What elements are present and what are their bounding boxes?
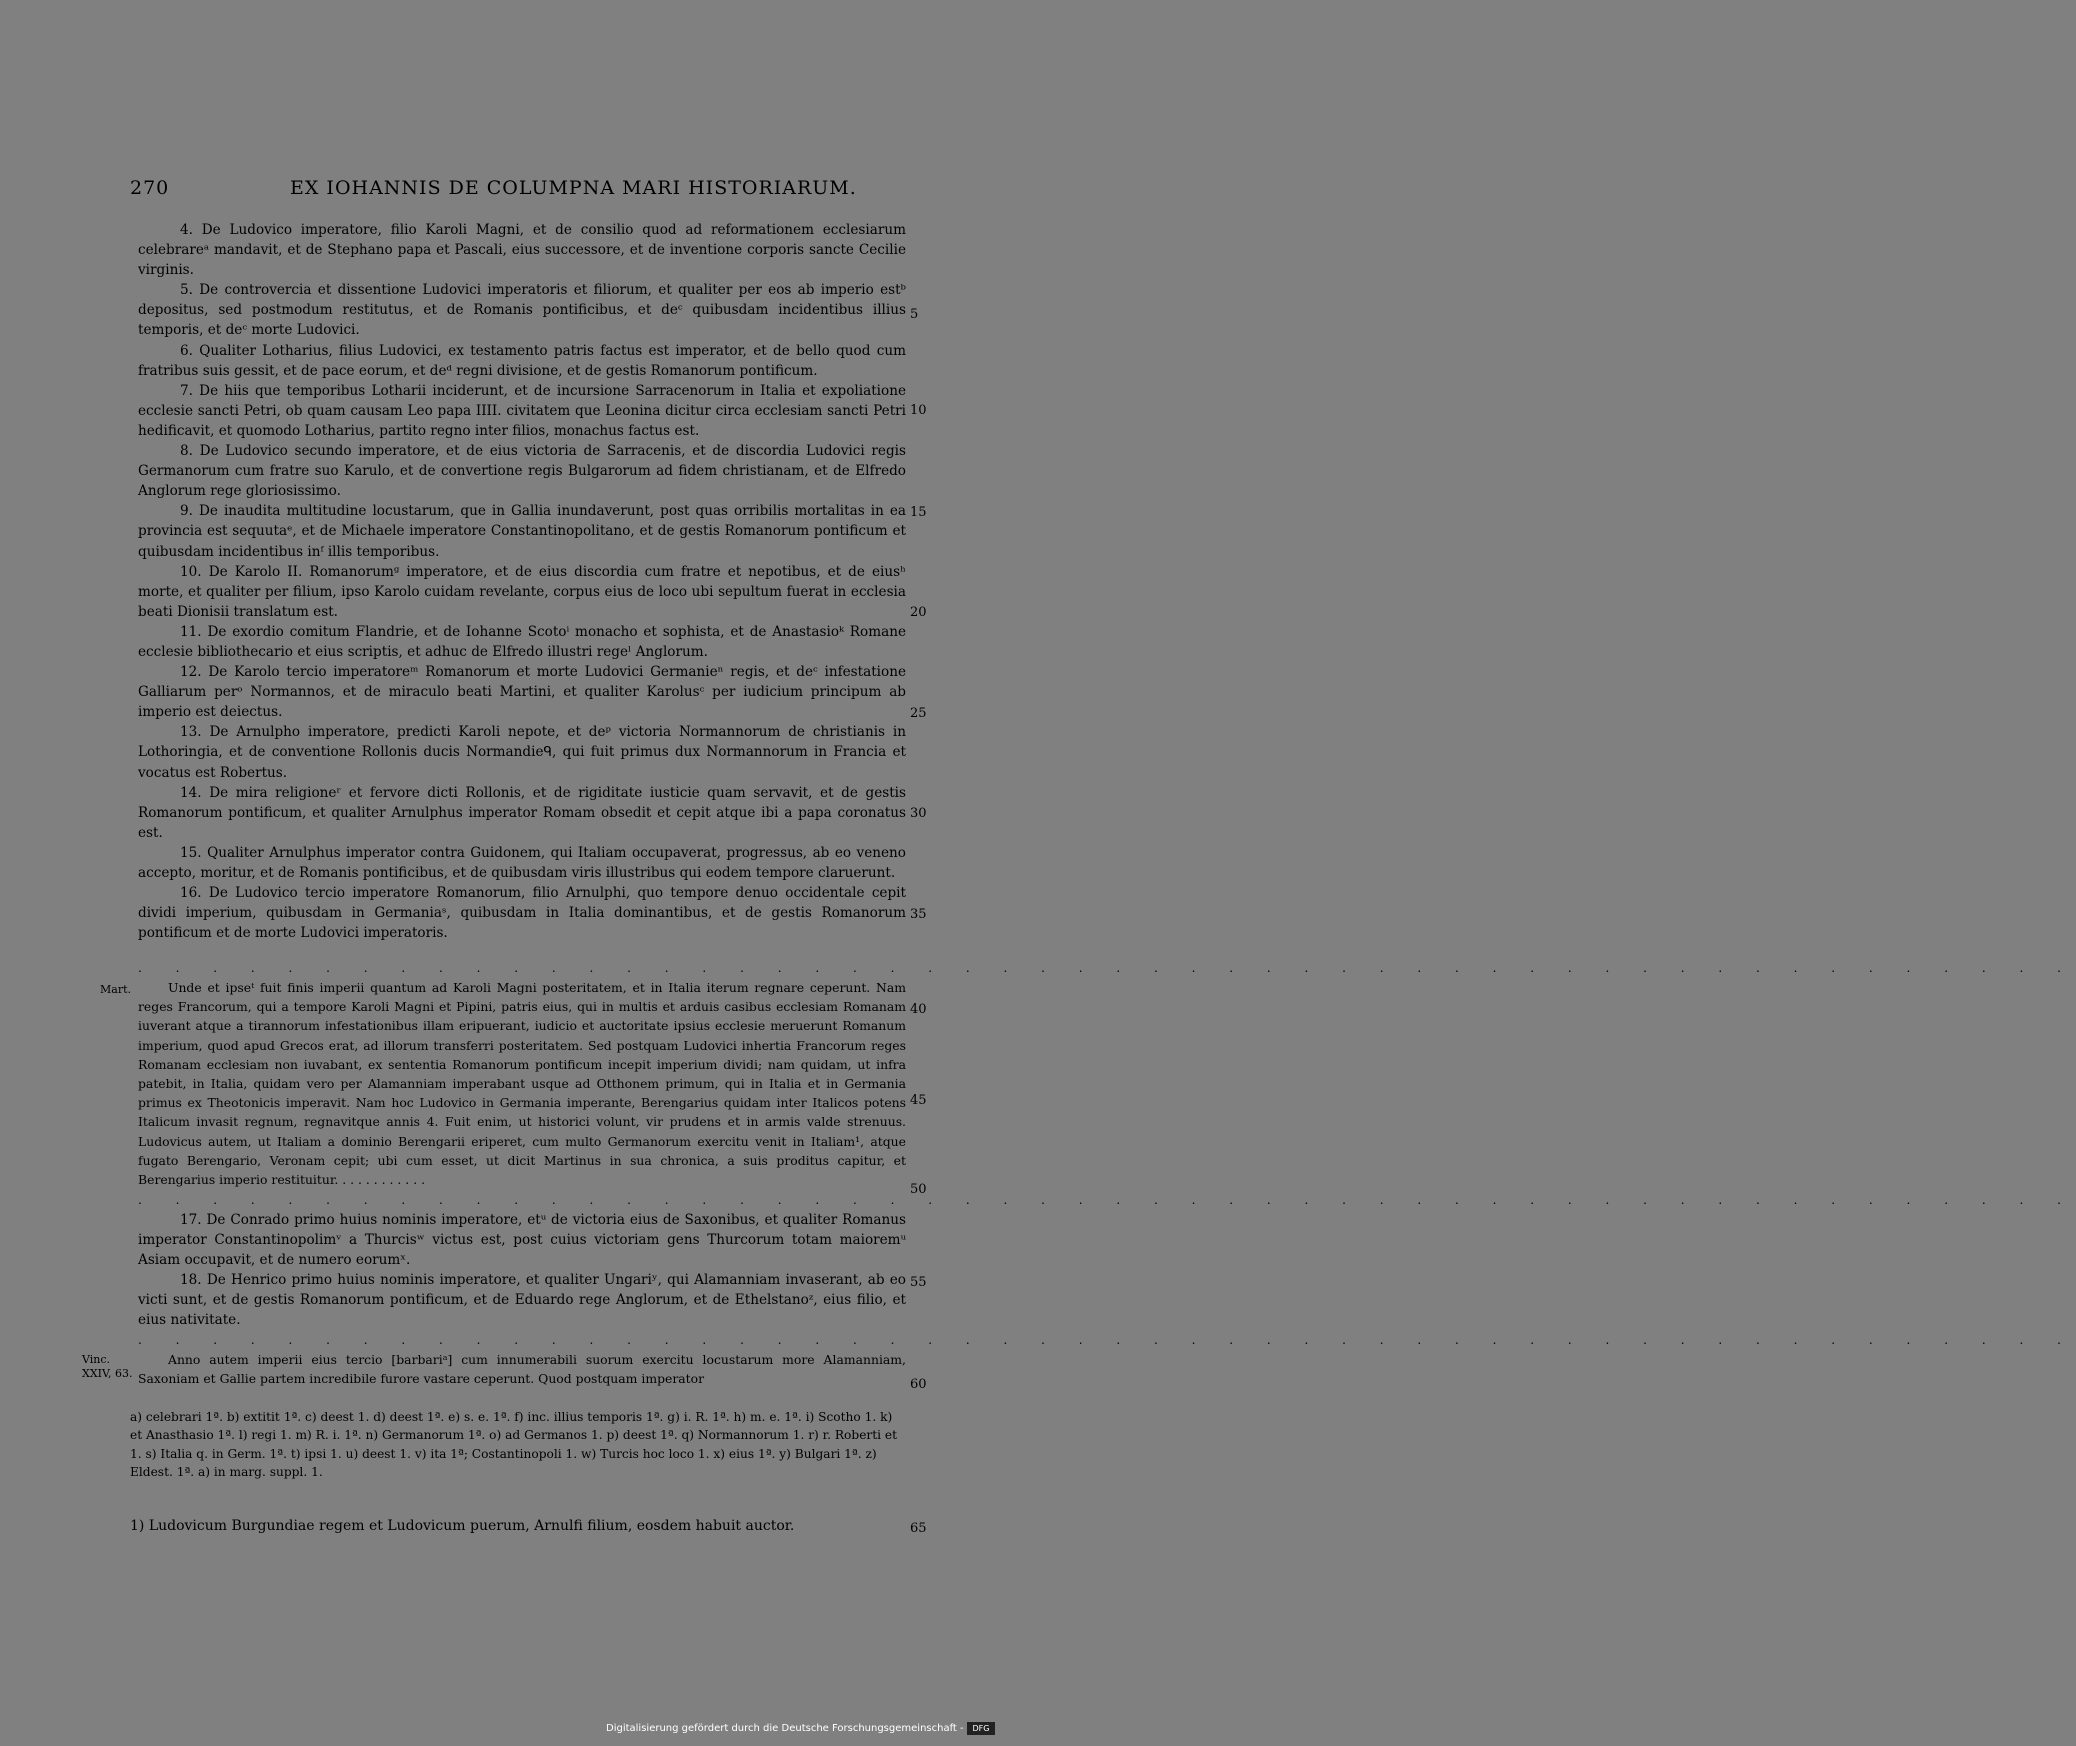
line-number: 60 (910, 1377, 927, 1392)
line-number: 25 (910, 706, 927, 721)
line-number: 5 (910, 307, 919, 322)
quote-text: Unde et ipseᵗ fuit finis imperii quantum ad Karoli Magni posteritatem, et in Italia iterum regnare ceperunt. Nam reges Francorum, qui a tempore Karoli Magni et Pipini, patris eius, qui in multis et arduis casibus ecclesiam Romanam iuverant atque a tirannorum infestationibus illam eripuerant, iudicio et auctoritate ipsius ecclesie meruerunt Romanum imperium, quod apud Grecos erat, ad illorum transferri posteritatem. Sed postquam Ludovici inhertia Francorum reges Romanam ecclesiam non iuvabant, ex sententia Romanorum pontificum incepit imperium dividi; nam quidam, ut infra patebit, in Italia, quidam vero per Alamanniam imperabant usque ad Otthonem primum, qui in Italia et in Germania primus ex Theotonicis imperavit. Nam hoc Ludovico in Germania imperante, Berengarius quidam inter Italicos potens Italicum invasit regnum, regnavitque annis 4. Fuit enim, ut historici volunt, vir prudens et in armis valde strenuus. Ludovicus autem, ut Italiam a dominio Berengarii eriperet, cum multo Germanorum exercitu venit in Italiam¹, atque fugato Berengario, Veronam cepit; ubi cum esset, ut dicit Martinus in sua chronica, a suis proditus capitur, et Berengarius imperio restituitur. . . . . . . . . . . . (138, 980, 906, 1188)
chapter-5: 5. De controvercia et dissentione Ludovici imperatoris et filiorum, et qualiter per eos ab imperio estᵇ depositus, sed postmodum restitutus, et de Romanis pontificibus, et deᶜ quibusdam incidentibus illius temporis, et deᶜ morte Ludovici. (138, 282, 906, 339)
line-number: 10 (910, 403, 927, 418)
chapter-7: 7. De hiis que temporibus Lotharii inciderunt, et de incursione Sarracenorum in Italia et expoliatione ecclesie sancti Petri, ob quam causam Leo papa IIII. civitatem que Leonina dicitur circa ecclesiam sancti Petri hedificavit, et quomodo Lotharius, partito regno inter filios, monachus factus est. (138, 382, 906, 439)
line-number: 35 (910, 907, 927, 922)
chapter-12: 12. De Karolo tercio imperatoreᵐ Romanorum et morte Ludovici Germanieⁿ regis, et deᶜ infestatione Galliarum perᵒ Normannos, et de miraculo beati Martini, et qualiter Karolusᶜ per iudicium principum ab imperio est deiectus. (138, 664, 906, 721)
margin-source: Vinc. XXIV, 63. (82, 1353, 133, 1380)
line-number: 50 (910, 1182, 927, 1197)
chapter-list-continued (138, 1210, 906, 1331)
chapter-14: 14. De mira religioneʳ et fervore dicti Rollonis, et de rigiditate iusticie quam servavit, et de gestis Romanorum pontificum, et qualiter Arnulphus imperator Romam obsedit et cepit atque ibi a papa coronatus est. (138, 784, 906, 841)
page-number: 270 (130, 177, 170, 199)
line-number: 40 (910, 1002, 927, 1017)
line-number: 30 (910, 806, 927, 821)
quoted-passage (138, 1350, 906, 1388)
line-number: 55 (910, 1275, 927, 1290)
line-number: 65 (910, 1521, 927, 1536)
chapter-6: 6. Qualiter Lotharius, filius Ludovici, ex testamento patris factus est imperator, et de bello quod cum fratribus suis gessit, et de pace eorum, et deᵈ regni divisione, et de gestis Romanorum pontificum. (138, 342, 906, 379)
line-number: 45 (910, 1093, 927, 1108)
quote-text: Anno autem imperii eius tercio [barbariᵃ] cum innumerabili suorum exercitu locustarum more Alamanniam, Saxoniam et Gallie partem incredibile furore vastare ceperunt. Quod postquam imperator (138, 1352, 906, 1387)
variant-apparatus: a) celebrari 1ª. b) extitit 1ª. c) deest 1. d) deest 1ª. e) s. e. 1ª. f) inc. illius temporis 1ª. g) i. R. 1ª. h) m. e. 1ª. i) Scotho 1. k) et Anasthasio 1ª. l) regi 1. m) R. i. 1ª. n) Germanorum 1ª. o) ad Germanos 1. p) deest 1ª. q) Normannorum 1. r) r. Roberti et 1. s) Italia q. in Germ. 1ª. t) ipsi 1. u) deest 1. v) ita 1ª; Costantinopoli 1. w) Turcis hoc loco 1. x) eius 1ª. y) Bulgari 1ª. z) Eldest. 1ª. a) in marg. suppl. 1. (130, 1410, 898, 1480)
margin-source: Mart. (100, 983, 131, 996)
line-number: 15 (910, 505, 927, 520)
chapter-13: 13. De Arnulpho imperatore, predicti Karoli nepote, et deᵖ victoria Normannorum de christianis in Lothoringia, et de conventione Rollonis ducis Normandieᑫ, qui fuit primus dux Normannorum in Francia et vocatus est Robertus. (138, 724, 906, 781)
dotted-separator: . . . . . . . . . . . . . . . . . . . . . . . . . . . . . . . . . . . . . . . . . . . . . . . . . . . . (138, 1193, 2076, 1207)
running-title: EX IOHANNIS DE COLUMPNA MARI HISTORIARUM. (290, 177, 857, 199)
chapter-9: 9. De inaudita multitudine locustarum, que in Gallia inundaverunt, post quas orribilis mortalitas in ea provincia est sequutaᵉ, et de Michaele imperatore Constantinopolitano, et de gestis Romanorum pontificum et quibusdam incidentibus inᶠ illis temporibus. (138, 503, 906, 560)
dfg-logo: DFG (967, 1722, 995, 1735)
digitization-credit: Digitalisierung gefördert durch die Deutsche Forschungsgemeinschaft - (606, 1723, 964, 1734)
chapter-17: 17. De Conrado primo huius nominis imperatore, etᵘ de victoria eius de Saxonibus, et qualiter Romanus imperator Constantinopolimᵛ a Thurcisʷ victus est, post cuius victoriam gens Thurcorum totam maioremᵘ Asiam occupavit, et de numero eorumˣ. (138, 1212, 906, 1269)
chapter-10: 10. De Karolo II. Romanorumᵍ imperatore, et de eius discordia cum fratre et nepotibus, et de eiusʰ morte, et qualiter per filium, ipso Karolo cuidam revelante, corpus eius de loco ubi sepultum fuerat in ecclesia beati Dionisii translatum est. (138, 563, 906, 620)
chapter-16: 16. De Ludovico tercio imperatore Romanorum, filio Arnulphi, quo tempore denuo occidentale cepit dividi imperium, quibusdam in Germaniaˢ, quibusdam in Italia dominantibus, et de gestis Romanorum pontificum et de morte Ludovici imperatoris. (138, 885, 906, 942)
chapter-15: 15. Qualiter Arnulphus imperator contra Guidonem, qui Italiam occupaverat, progressus, ab eo veneno accepto, moritur, et de Romanis pontificibus, et de quibusdam viris illustribus qui eodem tempore claruerunt. (138, 844, 906, 881)
dotted-separator: . . . . . . . . . . . . . . . . . . . . . . . . . . . . . . . . . . . . . . . . . . . . . . . . . . . . (138, 1333, 2076, 1347)
chapter-11: 11. De exordio comitum Flandrie, et de Iohanne Scotoⁱ monacho et sophista, et de Anastasioᵏ Romane ecclesie bibliothecario et eius scriptis, et adhuc de Elfredo illustri regeˡ Anglorum. (138, 623, 906, 660)
chapter-list (138, 220, 906, 943)
dotted-separator: . . . . . . . . . . . . . . . . . . . . . . . . . . . . . . . . . . . . . . . . . . . . . . . . . . . . (138, 961, 2076, 975)
footnote: 1) Ludovicum Burgundiae regem et Ludovicum puerum, Arnulfi filium, eosdem habuit auctor. (130, 1518, 795, 1534)
chapter-4: 4. De Ludovico imperatore, filio Karoli Magni, et de consilio quod ad reformationem ecclesiarum celebrareᵃ mandavit, et de Stephano papa et Pascali, eius successore, et de inventione corporis sancte Cecilie virginis. (138, 222, 906, 279)
chapter-18: 18. De Henrico primo huius nominis imperatore, et qualiter Ungariʸ, qui Alamanniam invaserant, ab eo victi sunt, et de gestis Romanorum pontificum, et de Eduardo rege Anglorum, et de Ethelstanoᶻ, eius filio, et eius nativitate. (138, 1272, 906, 1329)
line-number: 20 (910, 605, 927, 620)
chapter-8: 8. De Ludovico secundo imperatore, et de eius victoria de Sarracenis, et de discordia Ludovici regis Germanorum cum fratre suo Karulo, et de convertione regis Bulgarorum ad fidem christianam, et de Elfredo Anglorum rege gloriosissimo. (138, 443, 906, 500)
quoted-passage (138, 978, 906, 1189)
